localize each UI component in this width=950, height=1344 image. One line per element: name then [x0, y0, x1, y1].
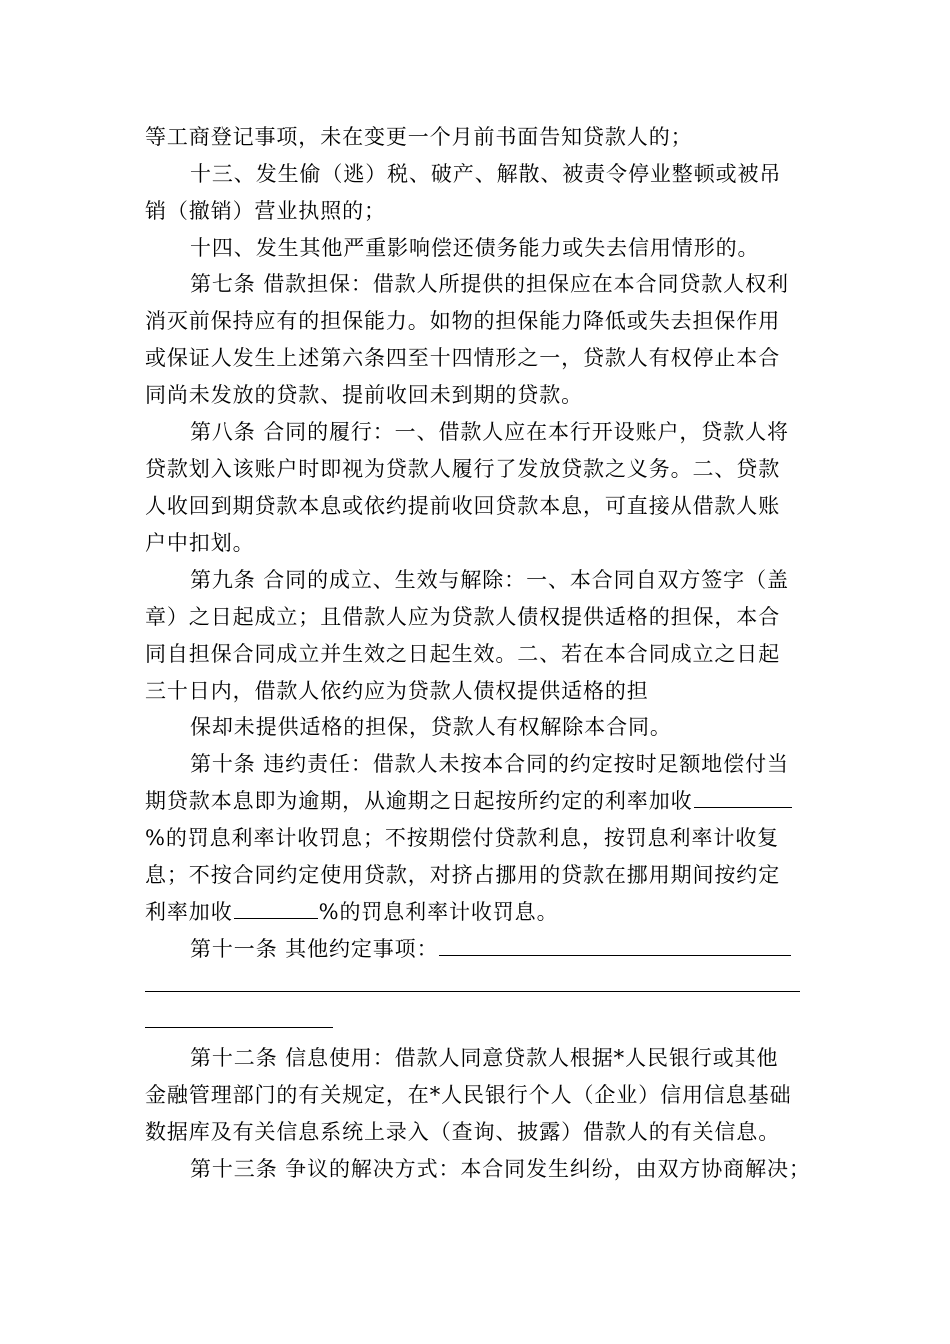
text-line: 第十条 违约责任：借款人未按本合同的约定按时足额地偿付当 [190, 752, 789, 776]
text-line: 三十日内，借款人依约应为贷款人债权提供适格的担 [145, 679, 649, 703]
text-line: 或保证人发生上述第六条四至十四情形之一，贷款人有权停止本合 [145, 346, 781, 370]
text-line: 数据库及有关信息系统上录入（查询、披露）借款人的有关信息。 [145, 1120, 781, 1144]
text-line [145, 786, 793, 816]
text-line: 第八条 合同的履行：一、借款人应在本行开设账户，贷款人将 [190, 420, 789, 444]
text-segment: 利率加收 [145, 900, 233, 924]
text-line: 等工商登记事项，未在变更一个月前书面告知贷款人的； [145, 125, 693, 149]
text-line: 人收回到期贷款本息或依约提前收回贷款本息，可直接从借款人账 [145, 494, 781, 518]
text-line: 第十二条 信息使用：借款人同意贷款人根据*人民银行或其他 [190, 1046, 779, 1070]
text-line: 第十三条 争议的解决方式：本合同发生纠纷，由双方协商解决； [190, 1157, 811, 1181]
fill-in-blank[interactable] [439, 934, 791, 956]
text-line: 金融管理部门的有关规定，在*人民银行个人（企业）信用信息基础 [145, 1083, 792, 1107]
text-line [145, 897, 558, 927]
text-line: 户中扣划。 [145, 531, 255, 555]
text-line [190, 934, 792, 964]
text-segment: 第十一条 其他约定事项： [190, 937, 439, 961]
text-line: 消灭前保持应有的担保能力。如物的担保能力降低或失去担保作用 [145, 309, 781, 333]
text-line: 销（撤销）营业执照的； [145, 199, 386, 223]
text-line: 同自担保合同成立并生效之日起生效。二、若在本合同成立之日起 [145, 642, 781, 666]
text-line: 十三、发生偷（逃）税、破产、解散、被责令停业整顿或被吊 [190, 162, 782, 186]
text-line: 保却未提供适格的担保，贷款人有权解除本合同。 [190, 715, 672, 739]
text-line: 贷款划入该账户时即视为贷款人履行了发放贷款之义务。二、贷款 [145, 457, 781, 481]
text-line: 同尚未发放的贷款、提前收回未到期的贷款。 [145, 383, 583, 407]
fill-in-line[interactable] [145, 1027, 333, 1028]
text-line: 第九条 合同的成立、生效与解除：一、本合同自双方签字（盖 [190, 568, 789, 592]
text-line: 第七条 借款担保：借款人所提供的担保应在本合同贷款人权利 [190, 272, 789, 296]
text-line: 息；不按合同约定使用贷款，对挤占挪用的贷款在挪用期间按约定 [145, 863, 781, 887]
text-line: 章）之日起成立；且借款人应为贷款人债权提供适格的担保，本合 [145, 605, 781, 629]
text-line: 十四、发生其他严重影响偿还债务能力或失去信用情形的。 [190, 236, 760, 260]
fill-in-blank[interactable] [694, 786, 792, 808]
text-line: %的罚息利率计收罚息；不按期偿付贷款利息，按罚息利率计收复 [145, 826, 780, 850]
fill-in-line[interactable] [145, 991, 800, 992]
text-segment: %的罚息利率计收罚息。 [318, 900, 559, 924]
text-segment: 期贷款本息即为逾期，从逾期之日起按所约定的利率加收 [145, 789, 693, 813]
fill-in-blank[interactable] [234, 897, 318, 919]
